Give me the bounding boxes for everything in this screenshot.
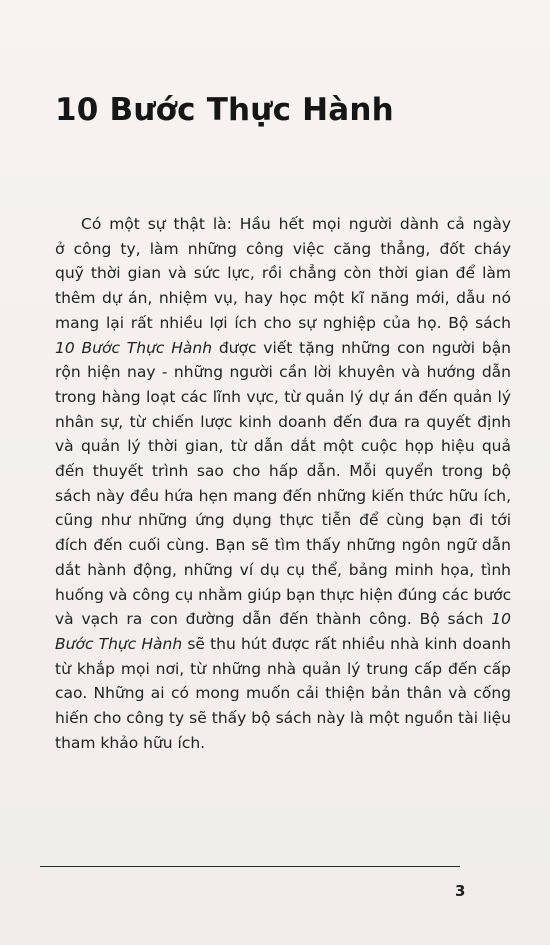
paragraph-line [55, 533, 511, 558]
paragraph-line [55, 360, 511, 385]
line-text: đích đến cuối cùng. Bạn sẽ tìm thấy những ngôn ngữ dẫn [55, 536, 511, 555]
line-text: Có một sự thật là: Hầu hết mọi người dành cả ngày [81, 215, 511, 233]
line-text: thêm dự án, nhiệm vụ, hay học một kĩ năng mới, dẫu nó [55, 289, 511, 308]
paragraph-line [55, 212, 511, 237]
book-title-italic: Bước Thực Hành [55, 634, 183, 653]
line-text: sẽ thu hút được rất nhiều nhà kinh doanh [182, 634, 511, 653]
line-text: cao. Những ai có mong muốn cải thiện bản thân và cống [55, 684, 511, 703]
paragraph-line [55, 583, 511, 608]
paragraph-line [55, 434, 511, 459]
line-text: ở công ty, làm những công việc căng thẳng, đốt cháy [55, 239, 511, 258]
line-text: mang lại rất nhiều lợi ích cho sự nghiệp của họ. Bộ sách [55, 313, 511, 332]
line-text: và vạch ra con đường dẫn đến thành công. Bộ sách [55, 610, 492, 629]
paragraph-line [55, 286, 511, 311]
paragraph-line [55, 657, 511, 682]
paragraph-line [55, 336, 511, 361]
line-text: từ khắp mọi nơi, từ những nhà quản lý trung cấp đến cấp [55, 659, 511, 678]
line-text: được viết tặng những con người bận [212, 338, 511, 357]
footer-rule [40, 866, 460, 867]
paragraph-line [55, 261, 511, 286]
line-text: và quản lý thời gian, từ dẫn dắt một cuộc họp hiệu quả [55, 437, 511, 456]
line-text: trong hàng loạt các lĩnh vực, từ quản lý dự án đến quản lý [55, 387, 511, 406]
book-title-italic: 10 [491, 610, 511, 629]
paragraph-line [55, 632, 511, 657]
line-text: sách này đều hứa hẹn mang đến những kiến thức hữu ích, [55, 486, 511, 505]
line-text: nhân sự, từ chiến lược kinh doanh đến đưa ra quyết định [55, 412, 511, 431]
paragraph-line [55, 237, 511, 262]
line-text: huống và công cụ nhằm giúp bạn thực hiện đúng các bước [55, 585, 511, 604]
paragraph-line [55, 385, 511, 410]
paragraph-line [55, 508, 511, 533]
page-title: 10 Bước Thực Hành [55, 92, 394, 128]
book-title-italic: 10 Bước Thực Hành [55, 338, 213, 357]
line-text: quỹ thời gian và sức lực, rồi chẳng còn thời gian để làm [55, 264, 511, 283]
line-text: đến thuyết trình sao cho hấp dẫn. Mỗi quyển trong bộ [55, 462, 511, 481]
page-number: 3 [455, 882, 466, 900]
paragraph-line [55, 459, 511, 484]
line-text: dắt hành động, những ví dụ cụ thể, bảng minh họa, tình [55, 560, 511, 579]
paragraph-line [55, 410, 511, 435]
paragraph-line [55, 484, 511, 509]
paragraph-line [55, 311, 511, 336]
paragraph-line [55, 681, 511, 706]
paragraph-line [55, 706, 511, 731]
line-text: cũng như những ứng dụng thực tiễn để cùng bạn đi tới [55, 511, 511, 530]
paragraph-line [55, 731, 511, 756]
line-text: rộn hiện nay - những người cần lời khuyên và hướng dẫn [55, 363, 511, 382]
paragraph-line [55, 607, 511, 632]
body-paragraph [55, 212, 511, 755]
paragraph-line [55, 558, 511, 583]
line-text: tham khảo hữu ích. [55, 733, 206, 752]
line-text: hiến cho công ty sẽ thấy bộ sách này là một nguồn tài liệu [55, 709, 511, 728]
